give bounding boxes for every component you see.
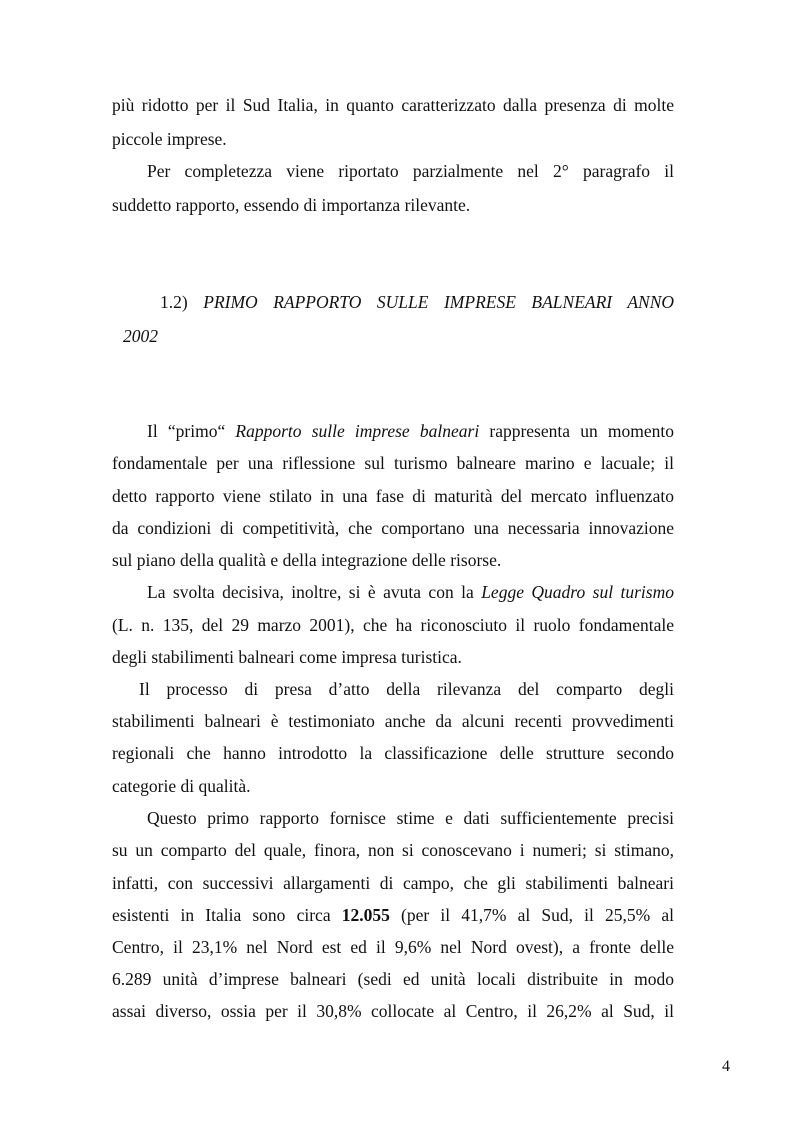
paragraph-1-line-2: piccole imprese. [112,129,227,149]
paragraph-3-line-1 [147,420,674,442]
paragraph-6-text: esistenti in Italia sono circa [112,905,342,925]
paragraph-4-line-1 [147,581,674,603]
paragraph-6-line-4 [112,904,674,926]
page-number: 4 [722,1058,730,1075]
paragraph-6-line-6: 6.289 unità d’imprese balneari (sedi ed unità locali distribuite in modo [112,969,674,989]
paragraph-3-line-5: sul piano della qualità e della integrazione delle risorse. [112,550,502,570]
section-title-line-1: PRIMO RAPPORTO SULLE IMPRESE BALNEARI ANNO [203,292,675,312]
paragraph-3-text: Il “primo“ [147,421,236,441]
paragraph-6-line-1: Questo primo rapporto fornisce stime e dati sufficientemente precisi [147,808,674,828]
paragraph-6-line-3: infatti, con successivi allargamenti di campo, che gli stabilimenti balneari [112,873,674,893]
paragraph-6-line-7: assai diverso, ossia per il 30,8% collocate al Centro, il 26,2% al Sud, il [112,1001,674,1021]
paragraph-5-line-2: stabilimenti balneari è testimoniato anche da alcuni recenti provvedimenti [112,711,674,731]
paragraph-2-line-1: Per completezza viene riportato parzialmente nel 2° paragrafo il [147,161,674,181]
paragraph-5-line-4: categorie di qualità. [112,776,251,796]
paragraph-4-line-3: degli stabilimenti balneari come impresa turistica. [112,647,462,667]
report-title: Rapporto sulle imprese balneari [235,421,480,441]
paragraph-4-line-2: (L. n. 135, del 29 marzo 2001), che ha riconosciuto il ruolo fondamentale [112,615,674,635]
paragraph-6-text: (per il 41,7% al Sud, il 25,5% al [389,905,674,925]
paragraph-4-text: La svolta decisiva, inoltre, si è avuta con la [147,582,482,602]
section-heading [160,291,674,313]
paragraph-6-line-2: su un comparto del quale, finora, non si conoscevano i numeri; si stimano, [112,840,674,860]
paragraph-5-line-3: regionali che hanno introdotto la classificazione delle strutture secondo [112,743,674,763]
section-number: 1.2) [160,292,188,312]
paragraph-3-line-4: da condizioni di competitività, che comportano una necessaria innovazione [112,518,674,538]
law-title: Legge Quadro sul turismo [481,582,674,602]
paragraph-5-line-1: Il processo di presa d’atto della rilevanza del comparto degli [139,679,674,699]
establishment-count: 12.055 [341,905,390,925]
paragraph-3-line-3: detto rapporto viene stilato in una fase di maturità del mercato influenzato [112,486,674,506]
paragraph-3-line-2: fondamentale per una riflessione sul turismo balneare marino e lacuale; il [112,453,674,473]
paragraph-2-line-2: suddetto rapporto, essendo di importanza rilevante. [112,195,471,215]
section-title-line-2: 2002 [123,326,158,346]
paragraph-1-line-1: più ridotto per il Sud Italia, in quanto caratterizzato dalla presenza di molte [112,95,674,115]
paragraph-3-text: rappresenta un momento [479,421,674,441]
paragraph-6-line-5: Centro, il 23,1% nel Nord est ed il 9,6% nel Nord ovest), a fronte delle [112,937,674,957]
